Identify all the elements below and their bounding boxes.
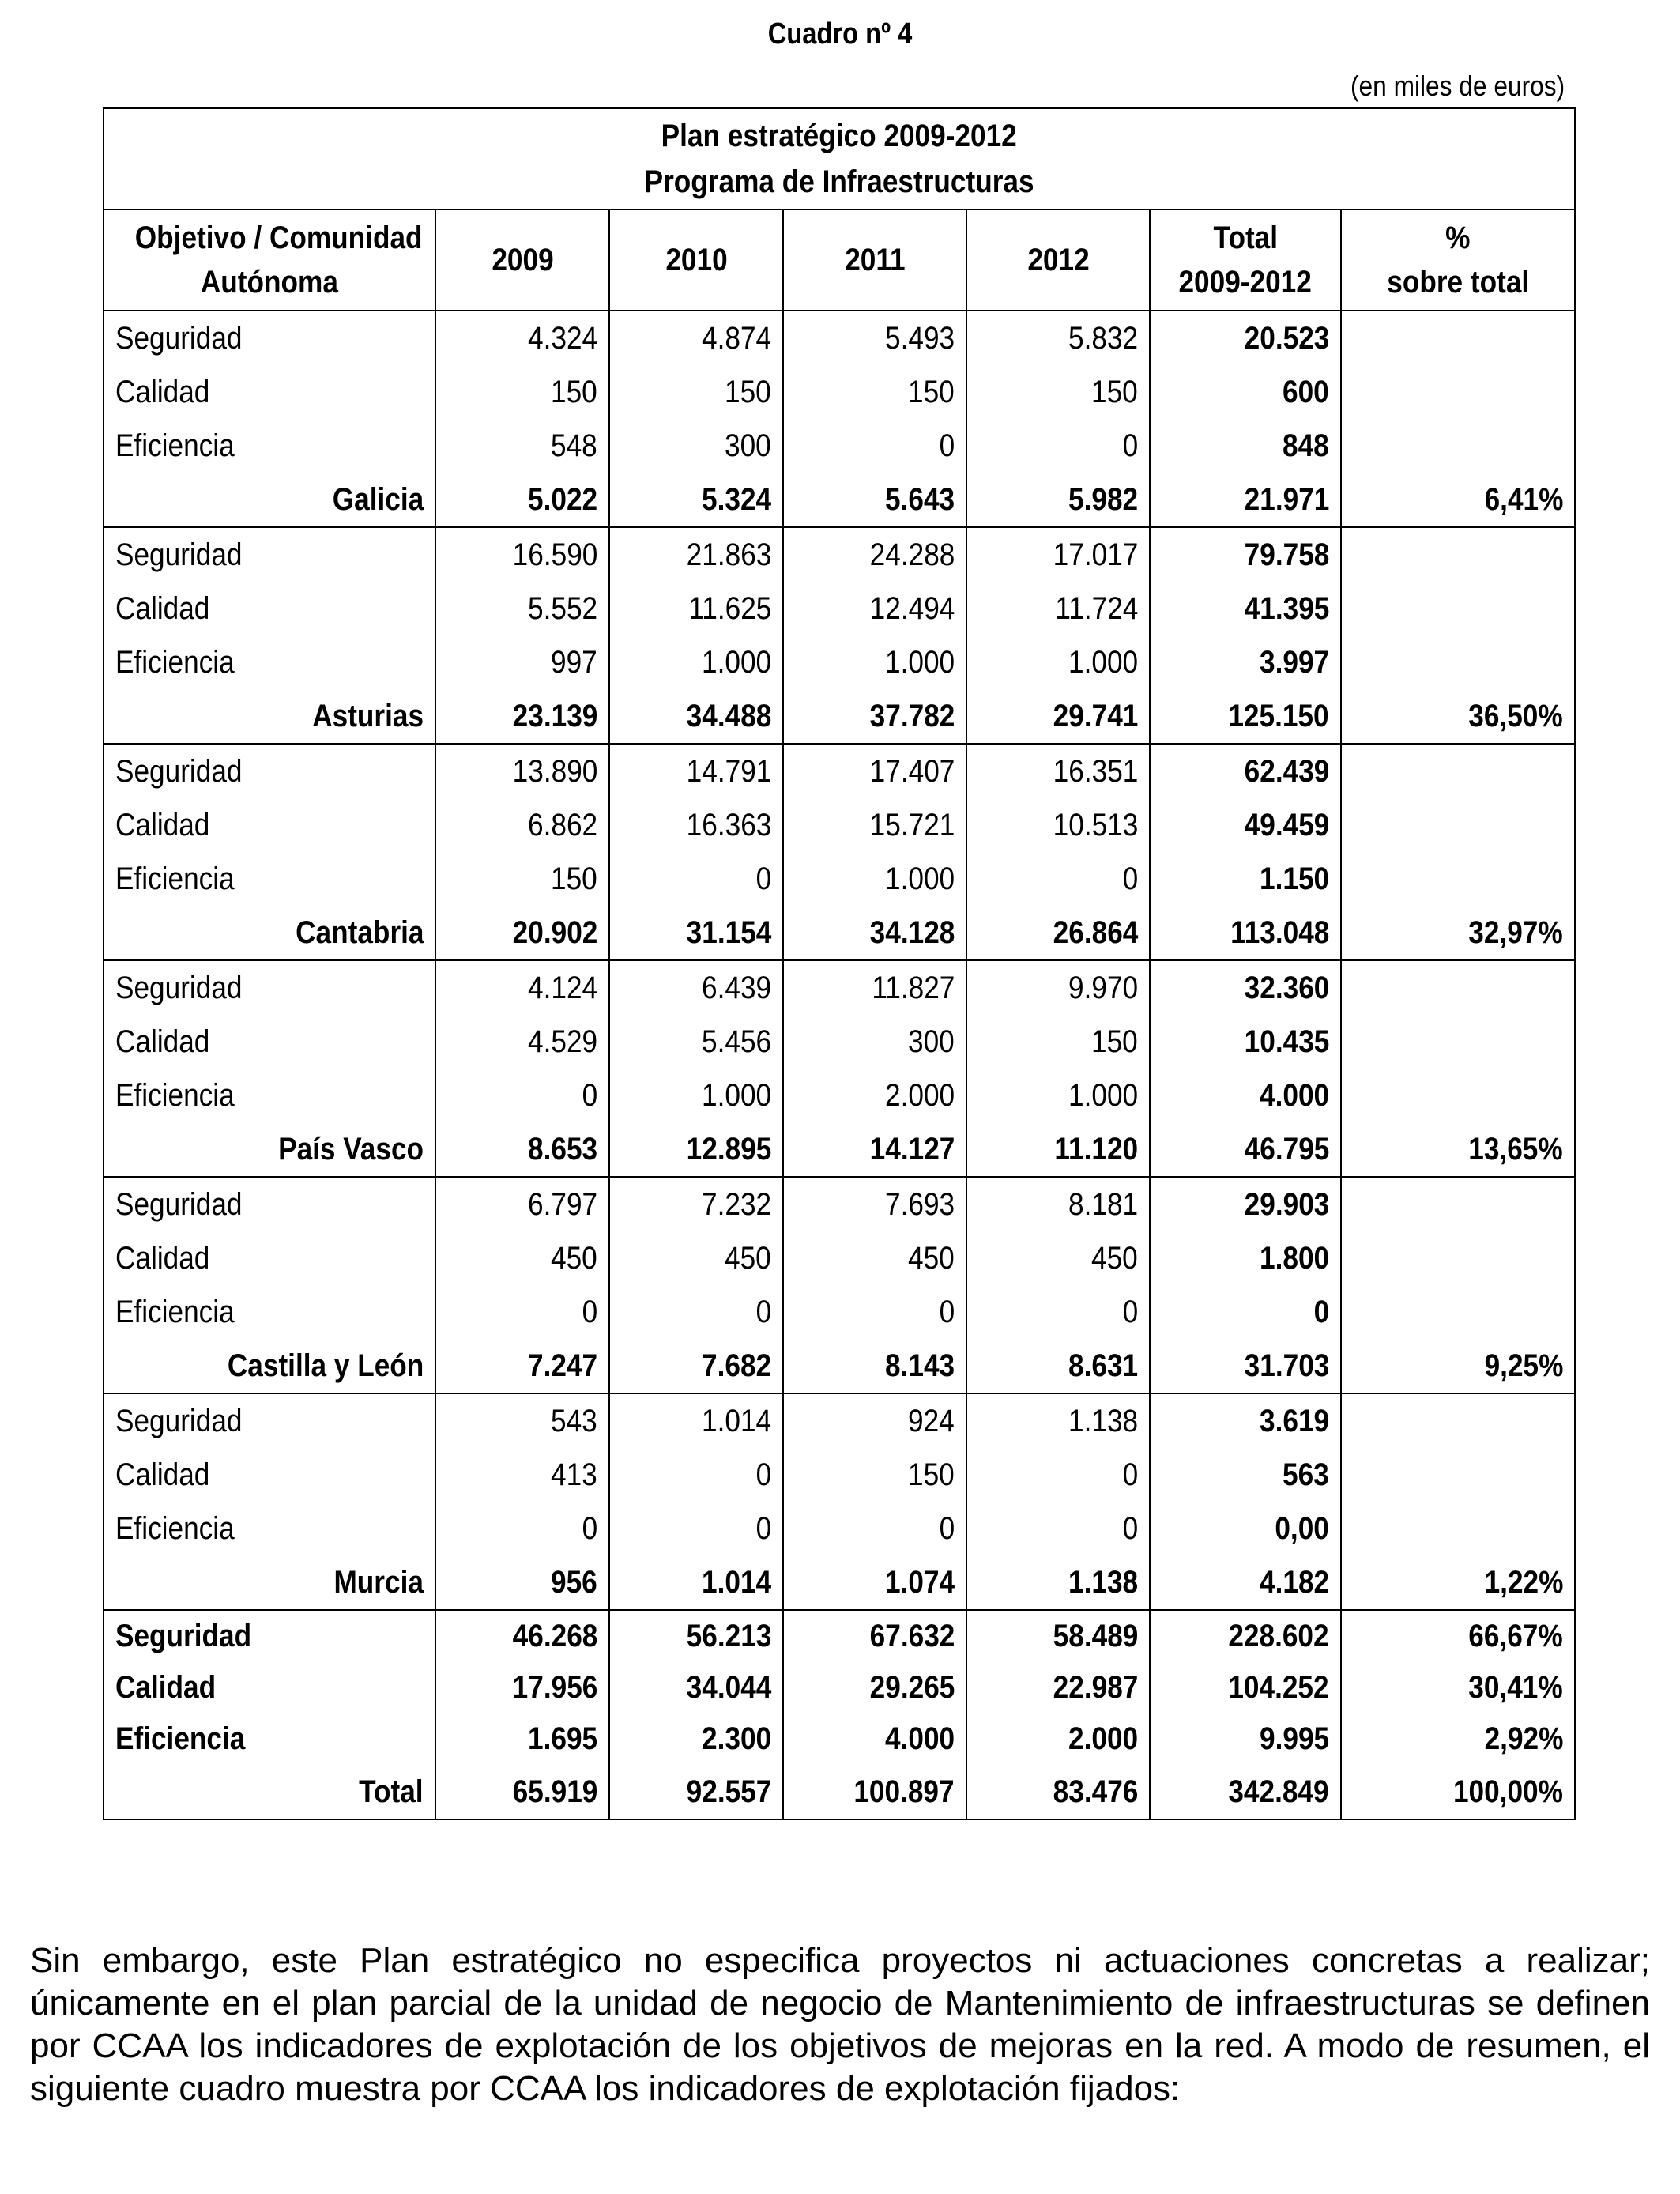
region-name: Cantabria: [295, 914, 424, 950]
table-row: Calidad 450 450 450 450 1.800: [104, 1231, 1575, 1285]
infrastructure-plan-table: [103, 107, 1576, 1820]
table-row: Calidad 150 150 150 150 600: [104, 365, 1575, 419]
region-total-row: Asturias 23.139 34.488 37.782 29.741 125.150 36,50%: [104, 689, 1575, 744]
region-name: Asturias: [312, 698, 424, 733]
region-name: País Vasco: [278, 1131, 424, 1167]
caption-line-1: Plan estratégico 2009-2012: [661, 119, 1018, 153]
header-2012: 2012: [966, 209, 1150, 311]
table-row: Eficiencia 0 0 0 0 0: [104, 1285, 1575, 1339]
summary-row-eficiencia: Eficiencia 1.695 2.300 4.000 2.000 9.995 2,92%: [104, 1713, 1575, 1765]
table-row: Seguridad 4.324 4.874 5.493 5.832 20.523: [104, 311, 1575, 365]
table-number-title: Cuadro nº 4: [767, 17, 913, 51]
summary-row-seguridad: Seguridad 46.268 56.213 67.632 58.489 228.602 66,67%: [104, 1610, 1575, 1662]
region-total-row: Cantabria 20.902 31.154 34.128 26.864 113.048 32,97%: [104, 906, 1575, 960]
caption-line-2: Programa de Infraestructuras: [644, 164, 1034, 199]
table-row: Seguridad 543 1.014 924 1.138 3.619: [104, 1393, 1575, 1448]
region-total-row: País Vasco 8.653 12.895 14.127 11.120 46.795 13,65%: [104, 1122, 1575, 1177]
table-row: Calidad 413 0 150 0 563: [104, 1448, 1575, 1502]
table-caption: [104, 108, 1575, 209]
header-objective: Objetivo / Comunidad Autónoma: [104, 209, 435, 311]
table-row: Seguridad 6.797 7.232 7.693 8.181 29.903: [104, 1177, 1575, 1231]
header-percent: % sobre total: [1341, 209, 1575, 311]
table-row: Seguridad 13.890 14.791 17.407 16.351 62.439: [104, 744, 1575, 798]
header-2010: 2010: [609, 209, 783, 311]
body-paragraph: Sin embargo, este Plan estratégico no especifica proyectos ni actuaciones concretas a realizar; únicamente en el plan parcial de la unidad de negocio de Mantenimiento de infraestructuras se definen por CCAA los indicadores de explotación de los objetivos de mejoras en la red. A modo de resumen, el siguiente cuadro muestra por CCAA los indicadores de explotación fijados:: [30, 1941, 1650, 2108]
table-row: Calidad 4.529 5.456 300 150 10.435: [104, 1015, 1575, 1069]
table-row: Calidad 5.552 11.625 12.494 11.724 41.395: [104, 582, 1575, 635]
table-row: Calidad 6.862 16.363 15.721 10.513 49.459: [104, 798, 1575, 852]
summary-row-calidad: Calidad 17.956 34.044 29.265 22.987 104.252 30,41%: [104, 1662, 1575, 1713]
header-total: Total 2009-2012: [1150, 209, 1341, 311]
header-2011: 2011: [783, 209, 966, 311]
header-2009: 2009: [435, 209, 609, 311]
region-name: Castilla y León: [227, 1348, 424, 1383]
table-row: Eficiencia 0 0 0 0 0,00: [104, 1502, 1575, 1555]
region-total-row: Murcia 956 1.014 1.074 1.138 4.182 1,22%: [104, 1555, 1575, 1610]
table-row: Eficiencia 548 300 0 0 848: [104, 419, 1575, 473]
table-row: Eficiencia 0 1.000 2.000 1.000 4.000: [104, 1069, 1575, 1122]
table-row: Seguridad 4.124 6.439 11.827 9.970 32.360: [104, 960, 1575, 1015]
grand-total-row: Total 65.919 92.557 100.897 83.476 342.849 100,00%: [104, 1765, 1575, 1819]
table-row: Eficiencia 997 1.000 1.000 1.000 3.997: [104, 635, 1575, 689]
region-total-row: Galicia 5.022 5.324 5.643 5.982 21.971 6,41%: [104, 473, 1575, 527]
region-name: Galicia: [332, 481, 424, 517]
units-note: (en miles de euros): [1350, 70, 1565, 102]
table-row: Eficiencia 150 0 1.000 0 1.150: [104, 852, 1575, 906]
region-total-row: Castilla y León 7.247 7.682 8.143 8.631 31.703 9,25%: [104, 1339, 1575, 1393]
region-name: Murcia: [333, 1564, 424, 1600]
table-body: [104, 311, 1575, 1819]
table-row: Seguridad 16.590 21.863 24.288 17.017 79.758: [104, 527, 1575, 582]
